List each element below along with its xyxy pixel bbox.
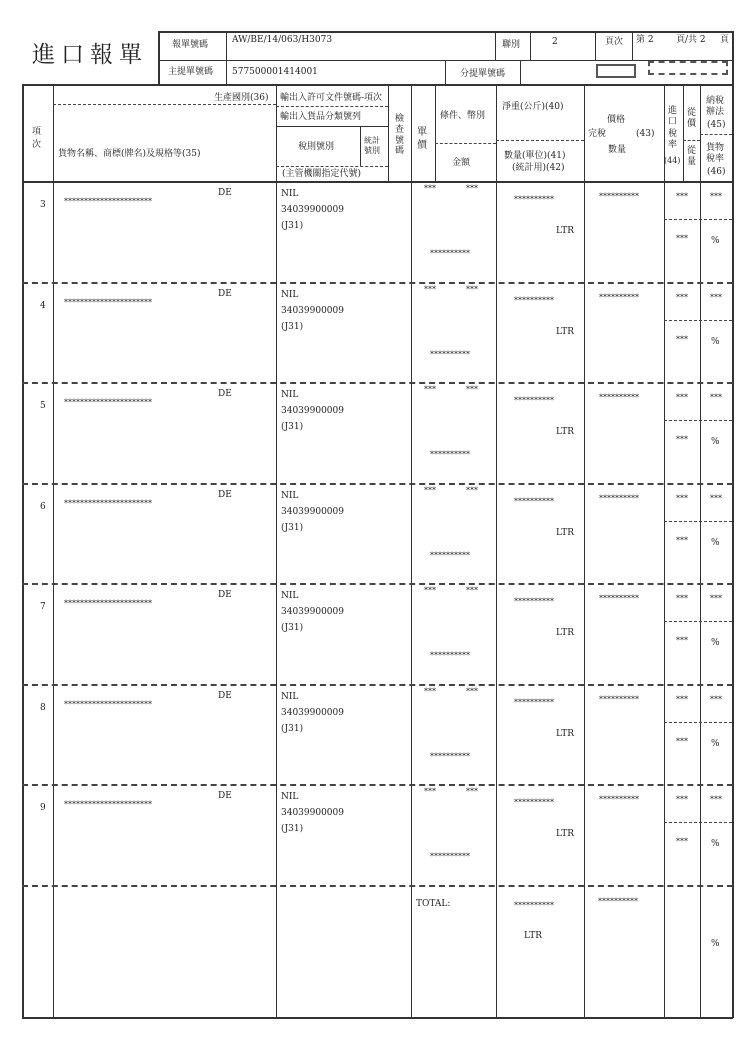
header-divider: [22, 181, 733, 183]
col-agency: (主管機關指定代號): [282, 169, 362, 179]
quantity-unit: LTR: [556, 326, 575, 337]
item-origin: DE: [218, 590, 232, 600]
row-separator: [22, 583, 733, 585]
tax-method-value: ***: [710, 292, 722, 302]
tariff-no: 34039900009: [281, 506, 344, 517]
dutiable-value: **********: [599, 594, 639, 603]
item-no: 7: [40, 602, 46, 612]
agency-code: (J31): [281, 723, 304, 734]
col-ad-valorem: 從 價: [687, 108, 697, 130]
agency-code: (J31): [281, 422, 304, 432]
permit-no: NIL: [281, 691, 299, 702]
permit-no: NIL: [281, 390, 299, 400]
net-weight-value: **********: [514, 496, 554, 506]
currency-value: ***: [466, 385, 478, 394]
amount-value: **********: [430, 751, 470, 761]
net-weight-value: **********: [514, 798, 554, 807]
tax-method-value: ***: [710, 594, 722, 603]
col-tax-method-no: (45): [707, 120, 726, 130]
dutiable-value: **********: [599, 795, 639, 804]
quantity-unit: LTR: [556, 829, 575, 839]
col-permit: 輸出入許可文件號碼-項次: [280, 93, 383, 103]
col-stat-unit: (統計用)(42): [512, 163, 565, 173]
goods-tax-value: %: [711, 839, 720, 849]
col-inspection: 檢 查 號 碼: [395, 114, 405, 157]
row-divider: [664, 621, 732, 622]
item-no: 4: [40, 300, 46, 311]
col-net-weight: 淨重(公斤)(40): [502, 102, 564, 112]
page-no: 第 2: [636, 35, 654, 45]
row-divider: [664, 219, 732, 220]
net-weight-value: **********: [514, 597, 554, 606]
amount-value: **********: [430, 249, 470, 258]
import-rate-specific: ***: [676, 234, 688, 243]
form-no-value: AW/BE/14/063/H3073: [232, 35, 333, 45]
tariff-no: 34039900009: [281, 406, 344, 416]
header-left-line: [158, 31, 160, 85]
amount-value: **********: [430, 349, 470, 359]
col-tariff: 稅則號別: [298, 142, 335, 152]
col-specific: 從 量: [687, 146, 697, 168]
col-tax-method: 納稅 辦法: [706, 96, 725, 117]
col-amount: 金額: [452, 158, 471, 168]
item-origin: DE: [218, 690, 232, 701]
item-no: 5: [40, 401, 46, 411]
net-weight-value: **********: [514, 195, 554, 204]
currency-value: ***: [466, 284, 478, 294]
import-rate-specific: ***: [676, 435, 688, 444]
table-bottom-border: [22, 1017, 733, 1019]
goods-tax-value: %: [711, 738, 720, 749]
item-origin: DE: [218, 489, 232, 500]
total-goods-tax: %: [711, 939, 720, 949]
terms-value: ***: [424, 385, 436, 394]
master-bl-value: 577500001414001: [232, 67, 318, 77]
item-description: **********************: [64, 699, 152, 709]
quantity-unit: LTR: [556, 728, 575, 739]
col-unit-price: 單 價: [417, 127, 427, 151]
house-bl-label: 分提單號碼: [460, 69, 506, 79]
col-description: 貨物名稱、商標(牌名)及規格等(35): [58, 149, 201, 159]
agency-code: (J31): [281, 824, 304, 834]
currency-value: ***: [466, 485, 478, 495]
currency-value: ***: [466, 586, 478, 595]
item-description: **********************: [64, 599, 152, 608]
col-goods-tax: 貨物 稅率: [706, 143, 725, 164]
master-bl-label: 主提單號碼: [168, 67, 214, 77]
tax-method-value: ***: [710, 192, 722, 201]
row-divider: [664, 722, 732, 723]
row-divider: [664, 521, 732, 522]
item-description: **********************: [64, 800, 152, 809]
item-origin: DE: [218, 188, 232, 198]
tariff-no: 34039900009: [281, 808, 344, 818]
terms-value: ***: [424, 686, 436, 696]
col-quantity: 數量(單位)(41): [504, 151, 566, 161]
dutiable-value: **********: [599, 493, 639, 503]
terms-value: ***: [424, 284, 436, 294]
agency-code: (J31): [281, 623, 304, 633]
col-stat: 統計 號別: [364, 136, 380, 156]
import-rate-value: ***: [676, 292, 688, 302]
terms-value: ***: [424, 485, 436, 495]
col-import-rate-no: (44): [664, 156, 681, 165]
goods-tax-value: %: [711, 236, 720, 246]
amount-value: **********: [430, 450, 470, 459]
net-weight-value: **********: [514, 295, 554, 305]
amount-value: **********: [430, 550, 470, 560]
net-weight-value: **********: [514, 697, 554, 707]
stamp-mark: [596, 64, 636, 78]
dutiable-value: **********: [599, 292, 639, 302]
tariff-no: 34039900009: [281, 707, 344, 718]
table-left-border: [22, 84, 24, 1018]
goods-tax-value: %: [711, 638, 720, 648]
import-rate-value: ***: [676, 594, 688, 603]
row-divider: [664, 420, 732, 421]
item-origin: DE: [218, 288, 232, 299]
row-divider: [664, 320, 732, 321]
page-label: 頁次: [605, 37, 624, 47]
item-no: 3: [40, 200, 46, 210]
item-description: **********************: [64, 498, 152, 508]
terms-value: ***: [424, 787, 436, 796]
agency-code: (J31): [281, 321, 304, 332]
total-value: **********: [598, 897, 638, 906]
col-terms: 條件、幣別: [440, 111, 486, 121]
total-weight: **********: [514, 901, 554, 910]
import-rate-specific: ***: [676, 535, 688, 545]
quantity-unit: LTR: [556, 427, 575, 437]
terms-value: ***: [424, 184, 436, 193]
goods-tax-value: %: [711, 336, 720, 347]
item-description: **********************: [64, 197, 152, 206]
col-duty-paid: 完稅: [588, 129, 607, 139]
dutiable-value: **********: [599, 192, 639, 201]
tax-method-value: ***: [710, 393, 722, 402]
row-separator: [22, 784, 733, 786]
row-separator: [22, 282, 733, 284]
tax-method-value: ***: [710, 694, 722, 704]
tax-method-value: ***: [710, 795, 722, 804]
currency-value: ***: [466, 787, 478, 796]
agency-code: (J31): [281, 522, 304, 533]
row-separator: [22, 483, 733, 485]
import-rate-value: ***: [676, 192, 688, 201]
copy-label: 聯別: [502, 40, 521, 50]
import-rate-value: ***: [676, 393, 688, 402]
page-total: 頁/共 2: [676, 35, 706, 45]
permit-no: NIL: [281, 490, 299, 501]
import-rate-specific: ***: [676, 636, 688, 645]
item-description: **********************: [64, 398, 152, 407]
tax-method-value: ***: [710, 493, 722, 503]
row-separator: [22, 382, 733, 384]
row-separator: [22, 885, 733, 887]
amount-value: **********: [430, 852, 470, 861]
col-item: 項 次: [32, 127, 42, 150]
col-origin: 生產國別(36): [214, 93, 269, 103]
currency-value: ***: [466, 686, 478, 696]
col-value: 價格: [607, 115, 626, 125]
tariff-no: 34039900009: [281, 305, 344, 316]
permit-no: NIL: [281, 792, 299, 802]
amount-value: **********: [430, 651, 470, 660]
total-unit: LTR: [524, 931, 543, 941]
page-unit: 頁: [720, 35, 730, 45]
col-import-rate: 進 口 稅 率: [668, 106, 678, 150]
import-rate-specific: ***: [676, 837, 688, 846]
permit-no: NIL: [281, 289, 299, 300]
item-no: 6: [40, 501, 46, 512]
tariff-no: 34039900009: [281, 205, 344, 215]
import-rate-value: ***: [676, 795, 688, 804]
stamp-mark: [648, 61, 728, 75]
header-bottom-line: [22, 84, 733, 86]
goods-tax-value: %: [711, 537, 720, 548]
col-goods-tax-no: (46): [707, 167, 726, 177]
item-no: 8: [40, 702, 46, 713]
dutiable-value: **********: [599, 393, 639, 402]
dutiable-value: **********: [599, 694, 639, 704]
header-top-line: [158, 31, 733, 33]
permit-no: NIL: [281, 189, 299, 199]
terms-value: ***: [424, 586, 436, 595]
row-separator: [22, 684, 733, 686]
row-divider: [664, 822, 732, 823]
table-right-border: [732, 84, 734, 1018]
import-rate-specific: ***: [676, 736, 688, 746]
copy-value: 2: [552, 37, 558, 47]
import-rate-specific: ***: [676, 334, 688, 344]
item-origin: DE: [218, 389, 232, 399]
quantity-unit: LTR: [556, 527, 575, 538]
goods-tax-value: %: [711, 437, 720, 447]
quantity-unit: LTR: [556, 226, 575, 236]
tariff-no: 34039900009: [281, 607, 344, 617]
col-qty: 數量: [608, 145, 627, 155]
agency-code: (J31): [281, 221, 304, 231]
item-origin: DE: [218, 791, 232, 801]
currency-value: ***: [466, 184, 478, 193]
item-description: **********************: [64, 297, 152, 307]
import-rate-value: ***: [676, 493, 688, 503]
permit-no: NIL: [281, 591, 299, 601]
form-no-label: 報單號碼: [172, 40, 209, 50]
col-value-no: (43): [636, 129, 655, 139]
form-title: 進口報單: [32, 42, 148, 68]
col-classification: 輸出入貨品分類號列: [280, 112, 362, 122]
quantity-unit: LTR: [556, 628, 575, 638]
item-no: 9: [40, 803, 46, 813]
net-weight-value: **********: [514, 396, 554, 405]
import-rate-value: ***: [676, 694, 688, 704]
total-label: TOTAL:: [416, 899, 451, 909]
